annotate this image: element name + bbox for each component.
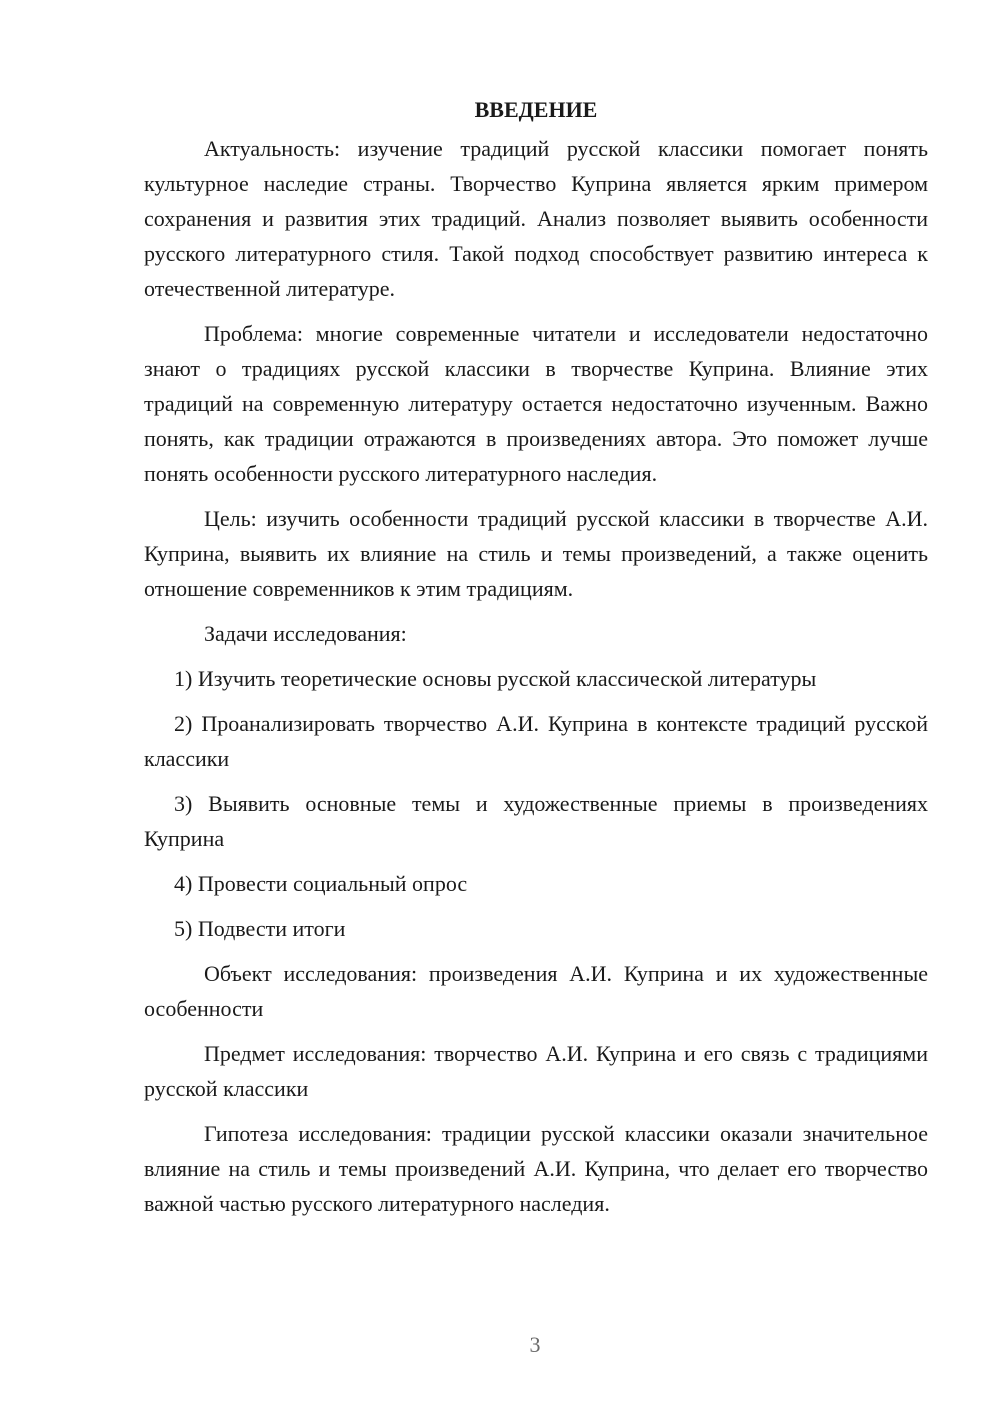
- task-item-4: 4) Провести социальный опрос: [174, 871, 468, 896]
- page-number: 3: [529, 1332, 541, 1357]
- tasks-title: Задачи исследования:: [204, 621, 407, 646]
- goal-paragraph: Цель: изучить особенности традиций русской классики в творчестве А.И. Куприна, выявить их влияние на стиль и темы произведений, а также оценить отношение современников к этим традициям.: [144, 506, 928, 601]
- relevance-paragraph: Актуальность: изучение традиций русской классики помогает понять культурное наследие страны. Творчество Куприна является ярким примером сохранения и развития этих традиций. Анализ позволяет выявить особенности русского литературного стиля. Такой подход способствует развитию интереса к отечественной литературе.: [144, 136, 928, 301]
- hypothesis-paragraph: Гипотеза исследования: традиции русской классики оказали значительное влияние на стиль и темы произведений А.И. Куприна, что делает его творчество важной частью русского литературного наследия.: [144, 1121, 928, 1216]
- page-content: [144, 94, 928, 1221]
- subject-paragraph: Предмет исследования: творчество А.И. Куприна и его связь с традициями русской классики: [144, 1041, 928, 1101]
- task-item-3: 3) Выявить основные темы и художественные приемы в произведениях Куприна: [144, 791, 928, 851]
- section-heading: ВВЕДЕНИЕ: [474, 97, 598, 122]
- task-item-2: 2) Проанализировать творчество А.И. Куприна в контексте традиций русской классики: [144, 711, 928, 771]
- task-item-5: 5) Подвести итоги: [174, 916, 346, 941]
- problem-paragraph: Проблема: многие современные читатели и исследователи недостаточно знают о традициях русской классики в творчестве Куприна. Влияние этих традиций на современную литературу остается недостаточно изученным. Важно понять, как традиции отражаются в произведениях автора. Это поможет лучше понять особенности русского литературного наследия.: [144, 321, 928, 486]
- task-item-1: 1) Изучить теоретические основы русской классической литературы: [174, 666, 817, 691]
- object-paragraph: Объект исследования: произведения А.И. Куприна и их художественные особенности: [144, 961, 928, 1021]
